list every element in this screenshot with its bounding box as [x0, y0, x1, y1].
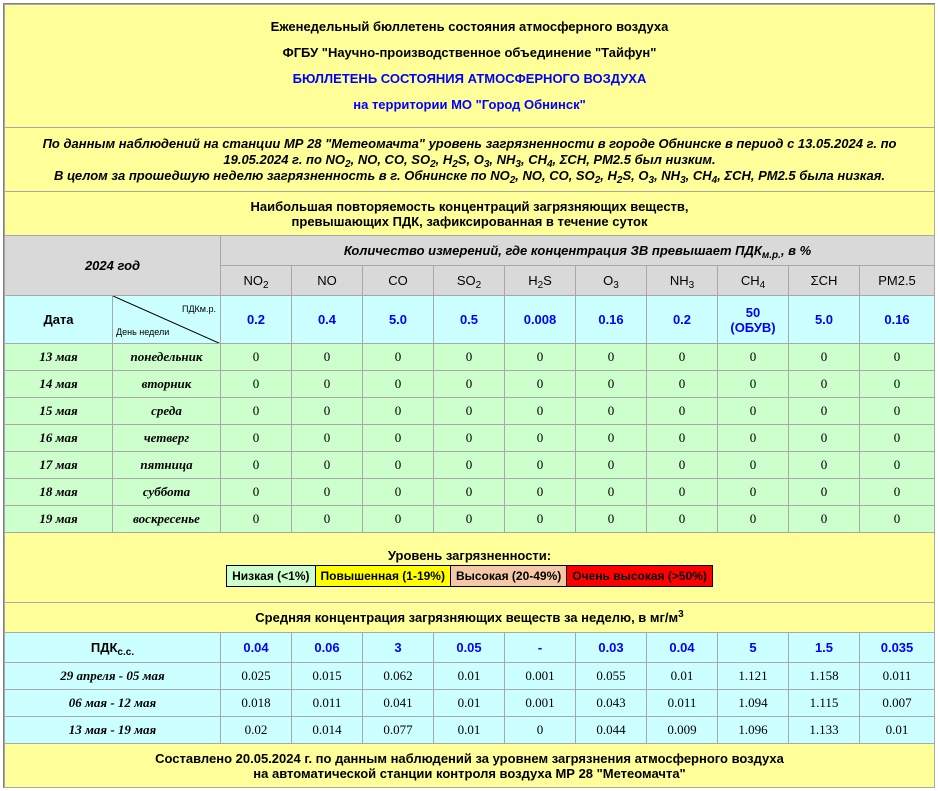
- pdk-mr-value: 5.0: [363, 296, 434, 344]
- day-value-cell: 0: [576, 452, 647, 479]
- date-label: Дата: [5, 296, 113, 344]
- pdk-mr-value: 0.16: [860, 296, 935, 344]
- pdk-ss-value: 1.5: [789, 633, 860, 663]
- daily-rows: [5, 344, 935, 533]
- weekly-period: 29 апреля - 05 мая: [5, 663, 221, 690]
- weekly-value-cell: 0.011: [292, 690, 363, 717]
- pdk-mr-row: [5, 296, 935, 344]
- header-line3: БЮЛЛЕТЕНЬ СОСТОЯНИЯ АТМОСФЕРНОГО ВОЗДУХА: [292, 71, 647, 86]
- day-value-cell: 0: [789, 479, 860, 506]
- pollutant-header: NO: [292, 266, 363, 296]
- day-value-cell: 0: [789, 452, 860, 479]
- repeatability-title: Наибольшая повторяемость концентраций загрязняющих веществ, превышающих ПДК, зафиксированная в течение суток: [5, 192, 935, 236]
- day-value-cell: 0: [505, 371, 576, 398]
- day-value-cell: 0: [434, 398, 505, 425]
- day-value-cell: 0: [860, 452, 935, 479]
- day-weekday: среда: [113, 398, 221, 425]
- pollutant-header: ΣCH: [789, 266, 860, 296]
- legend-section: [5, 533, 935, 603]
- day-value-cell: 0: [860, 425, 935, 452]
- day-row: [5, 452, 935, 479]
- day-value-cell: 0: [505, 506, 576, 533]
- day-value-cell: 0: [363, 479, 434, 506]
- day-value-cell: 0: [789, 371, 860, 398]
- pdk-ss-value: 0.04: [221, 633, 292, 663]
- weekly-value-cell: 1.121: [718, 663, 789, 690]
- weekly-value-cell: 0.007: [860, 690, 935, 717]
- pdk-mr-value: 0.4: [292, 296, 363, 344]
- day-value-cell: 0: [647, 506, 718, 533]
- weekly-value-cell: 0.001: [505, 663, 576, 690]
- day-value-cell: 0: [576, 371, 647, 398]
- day-value-cell: 0: [718, 398, 789, 425]
- day-value-cell: 0: [860, 506, 935, 533]
- pdk-ss-row: [5, 633, 935, 663]
- pdk-ss-value: 3: [363, 633, 434, 663]
- day-value-cell: 0: [860, 344, 935, 371]
- weekly-value-cell: 0.062: [363, 663, 434, 690]
- day-value-cell: 0: [647, 425, 718, 452]
- count-header: Количество измерений, где концентрация ЗВ превышает $ПДК_{м.р.}$, в %: [221, 236, 935, 266]
- legend-box: [226, 565, 713, 587]
- day-value-cell: 0: [434, 344, 505, 371]
- day-row: [5, 425, 935, 452]
- weekly-period: 06 мая - 12 мая: [5, 690, 221, 717]
- day-value-cell: 0: [647, 479, 718, 506]
- weekly-rows: [5, 663, 935, 744]
- footer-line1: Составлено 20.05.2024 г. по данным наблюдений за уровнем загрязнения атмосферного воздуха: [155, 750, 784, 766]
- pollutant-header: $CH_4$: [718, 266, 789, 296]
- day-value-cell: 0: [505, 344, 576, 371]
- diag-top-label: ПДКм.р.: [181, 304, 216, 314]
- day-row: [5, 506, 935, 533]
- pdk-mr-value: 5.0: [789, 296, 860, 344]
- day-value-cell: 0: [221, 452, 292, 479]
- footer-section: [5, 744, 935, 788]
- legend-very-high: Очень высокая (>50%): [567, 566, 712, 586]
- pdk-mr-value: 0.2: [647, 296, 718, 344]
- day-value-cell: 0: [292, 344, 363, 371]
- day-weekday: воскресенье: [113, 506, 221, 533]
- pdk-mr-value: 0.5: [434, 296, 505, 344]
- weekly-value-cell: 0.01: [434, 690, 505, 717]
- pollutant-header: PM2.5: [860, 266, 935, 296]
- day-date: 19 мая: [5, 506, 113, 533]
- day-value-cell: 0: [718, 452, 789, 479]
- weekly-value-cell: 0.011: [860, 663, 935, 690]
- day-value-cell: 0: [434, 506, 505, 533]
- day-value-cell: 0: [576, 506, 647, 533]
- weekly-value-cell: 0.014: [292, 717, 363, 744]
- weekly-value-cell: 0.009: [647, 717, 718, 744]
- day-value-cell: 0: [363, 371, 434, 398]
- day-value-cell: 0: [221, 344, 292, 371]
- weekly-value-cell: 0.055: [576, 663, 647, 690]
- pollutant-header: $NO_2$: [221, 266, 292, 296]
- weekly-value-cell: 0.043: [576, 690, 647, 717]
- day-weekday: вторник: [113, 371, 221, 398]
- pdk-ss-value: -: [505, 633, 576, 663]
- legend-high: Высокая (20-49%): [451, 566, 567, 586]
- day-value-cell: 0: [292, 371, 363, 398]
- pdk-mr-value: 0.008: [505, 296, 576, 344]
- weekly-value-cell: 1.115: [789, 690, 860, 717]
- day-date: 13 мая: [5, 344, 113, 371]
- header-line2: ФГБУ "Научно-производственное объединение "Тайфун": [282, 45, 657, 60]
- diag-bottom-label: День недели: [116, 327, 170, 337]
- day-weekday: понедельник: [113, 344, 221, 371]
- weekly-title: Средняя концентрация загрязняющих веществ за неделю, в $мг/м^3$: [5, 603, 935, 633]
- pdk-ss-label: $ПДК_{с.с.}$: [5, 633, 221, 663]
- day-row: [5, 398, 935, 425]
- pollutant-header: $NH_3$: [647, 266, 718, 296]
- day-value-cell: 0: [221, 506, 292, 533]
- day-value-cell: 0: [576, 398, 647, 425]
- footer-line2: на автоматической станции контроля воздуха МР 28 "Метеомачта": [253, 765, 686, 781]
- weekly-value-cell: 0.044: [576, 717, 647, 744]
- day-value-cell: 0: [221, 425, 292, 452]
- diagonal-header-cell: [113, 296, 221, 344]
- day-value-cell: 0: [789, 398, 860, 425]
- pdk-ss-value: 0.03: [576, 633, 647, 663]
- day-value-cell: 0: [718, 371, 789, 398]
- pdk-mr-value: 0.16: [576, 296, 647, 344]
- day-value-cell: 0: [576, 479, 647, 506]
- pollutant-header: CO: [363, 266, 434, 296]
- day-weekday: четверг: [113, 425, 221, 452]
- weekly-value-cell: 0.01: [647, 663, 718, 690]
- day-value-cell: 0: [363, 452, 434, 479]
- weekly-value-cell: 0.01: [860, 717, 935, 744]
- day-value-cell: 0: [292, 398, 363, 425]
- weekly-period: 13 мая - 19 мая: [5, 717, 221, 744]
- weekly-row: [5, 690, 935, 717]
- legend-increased: Повышенная (1-19%): [316, 566, 451, 586]
- day-row: [5, 479, 935, 506]
- day-value-cell: 0: [363, 344, 434, 371]
- pdk-ss-value: 5: [718, 633, 789, 663]
- pdk-ss-value: 0.035: [860, 633, 935, 663]
- day-value-cell: 0: [434, 425, 505, 452]
- pdk-mr-value: 0.2: [221, 296, 292, 344]
- weekly-value-cell: 0.041: [363, 690, 434, 717]
- day-value-cell: 0: [647, 398, 718, 425]
- day-weekday: суббота: [113, 479, 221, 506]
- day-date: 16 мая: [5, 425, 113, 452]
- weekly-value-cell: 0.001: [505, 690, 576, 717]
- obuv-note: (ОБУВ): [730, 319, 776, 335]
- day-value-cell: 0: [576, 344, 647, 371]
- legend-title: Уровень загрязненности:: [387, 548, 552, 563]
- day-value-cell: 0: [718, 344, 789, 371]
- day-date: 18 мая: [5, 479, 113, 506]
- day-row: [5, 371, 935, 398]
- day-value-cell: 0: [292, 479, 363, 506]
- day-value-cell: 0: [221, 371, 292, 398]
- pdk-ss-value: 0.06: [292, 633, 363, 663]
- day-value-cell: 0: [434, 371, 505, 398]
- day-value-cell: 0: [363, 506, 434, 533]
- summary-paragraph-1: По данным наблюдений на станции МР 28 "Метеомачта" уровень загрязненности в городе Обнинске в период с 13.05.2024 г. по 19.05.2024 г. по $NO_2$, NO, CO, $SO_2$, $H_2S$, $O_3$, $NH_3$, $CH_4$, ΣCH, PM2.5 был низким.: [42, 135, 897, 170]
- summary-section: [5, 128, 935, 192]
- day-value-cell: 0: [576, 425, 647, 452]
- weekly-value-cell: 1.096: [718, 717, 789, 744]
- day-value-cell: 0: [789, 506, 860, 533]
- day-value-cell: 0: [860, 371, 935, 398]
- weekly-value-cell: 1.133: [789, 717, 860, 744]
- header-line4: на территории МО "Город Обнинск": [353, 97, 586, 112]
- day-date: 14 мая: [5, 371, 113, 398]
- weekly-value-cell: 0.01: [434, 663, 505, 690]
- weekly-value-cell: 0.02: [221, 717, 292, 744]
- day-value-cell: 0: [505, 425, 576, 452]
- day-date: 17 мая: [5, 452, 113, 479]
- pdk-mr-value-ch4: 50 (ОБУВ): [718, 296, 789, 344]
- day-value-cell: 0: [292, 506, 363, 533]
- day-value-cell: 0: [647, 452, 718, 479]
- pollutant-header: $H_2S$: [505, 266, 576, 296]
- day-value-cell: 0: [434, 452, 505, 479]
- weekly-row: [5, 663, 935, 690]
- day-date: 15 мая: [5, 398, 113, 425]
- weekly-value-cell: 0.015: [292, 663, 363, 690]
- day-value-cell: 0: [718, 479, 789, 506]
- day-value-cell: 0: [221, 398, 292, 425]
- weekly-value-cell: 0.018: [221, 690, 292, 717]
- day-value-cell: 0: [860, 479, 935, 506]
- day-value-cell: 0: [505, 398, 576, 425]
- day-value-cell: 0: [363, 425, 434, 452]
- bulletin-frame: [3, 3, 935, 788]
- weekly-value-cell: 1.094: [718, 690, 789, 717]
- day-value-cell: 0: [789, 425, 860, 452]
- day-value-cell: 0: [718, 506, 789, 533]
- day-value-cell: 0: [860, 398, 935, 425]
- pdk-ss-value: 0.05: [434, 633, 505, 663]
- day-value-cell: 0: [363, 398, 434, 425]
- legend-low: Низкая (<1%): [227, 566, 315, 586]
- weekly-row: [5, 717, 935, 744]
- weekly-value-cell: 0.01: [434, 717, 505, 744]
- day-weekday: пятница: [113, 452, 221, 479]
- day-value-cell: 0: [647, 371, 718, 398]
- summary-paragraph-2: В целом за прошедшую неделю загрязненность в г. Обнинске по $NO_2$, NO, CO, $SO_2$, $H_2S$, $O_3$, $NH_3$, $CH_4$, ΣCH, PM2.5 была низкая.: [54, 167, 886, 186]
- day-value-cell: 0: [718, 425, 789, 452]
- day-row: [5, 344, 935, 371]
- weekly-value-cell: 1.158: [789, 663, 860, 690]
- day-value-cell: 0: [505, 479, 576, 506]
- day-value-cell: 0: [505, 452, 576, 479]
- weekly-value-cell: 0.011: [647, 690, 718, 717]
- day-value-cell: 0: [789, 344, 860, 371]
- day-value-cell: 0: [292, 452, 363, 479]
- weekly-value-cell: 0.025: [221, 663, 292, 690]
- year-label: 2024 год: [5, 236, 221, 296]
- pollutant-header: $SO_2$: [434, 266, 505, 296]
- bulletin-header: [5, 5, 935, 128]
- header-line1: Еженедельный бюллетень состояния атмосферного воздуха: [270, 19, 669, 34]
- bulletin-table: [4, 4, 935, 788]
- pollutant-header: $O_3$: [576, 266, 647, 296]
- day-value-cell: 0: [221, 479, 292, 506]
- weekly-value-cell: 0.077: [363, 717, 434, 744]
- day-value-cell: 0: [292, 425, 363, 452]
- weekly-value-cell: 0: [505, 717, 576, 744]
- pdk-ss-value: 0.04: [647, 633, 718, 663]
- day-value-cell: 0: [434, 479, 505, 506]
- day-value-cell: 0: [647, 344, 718, 371]
